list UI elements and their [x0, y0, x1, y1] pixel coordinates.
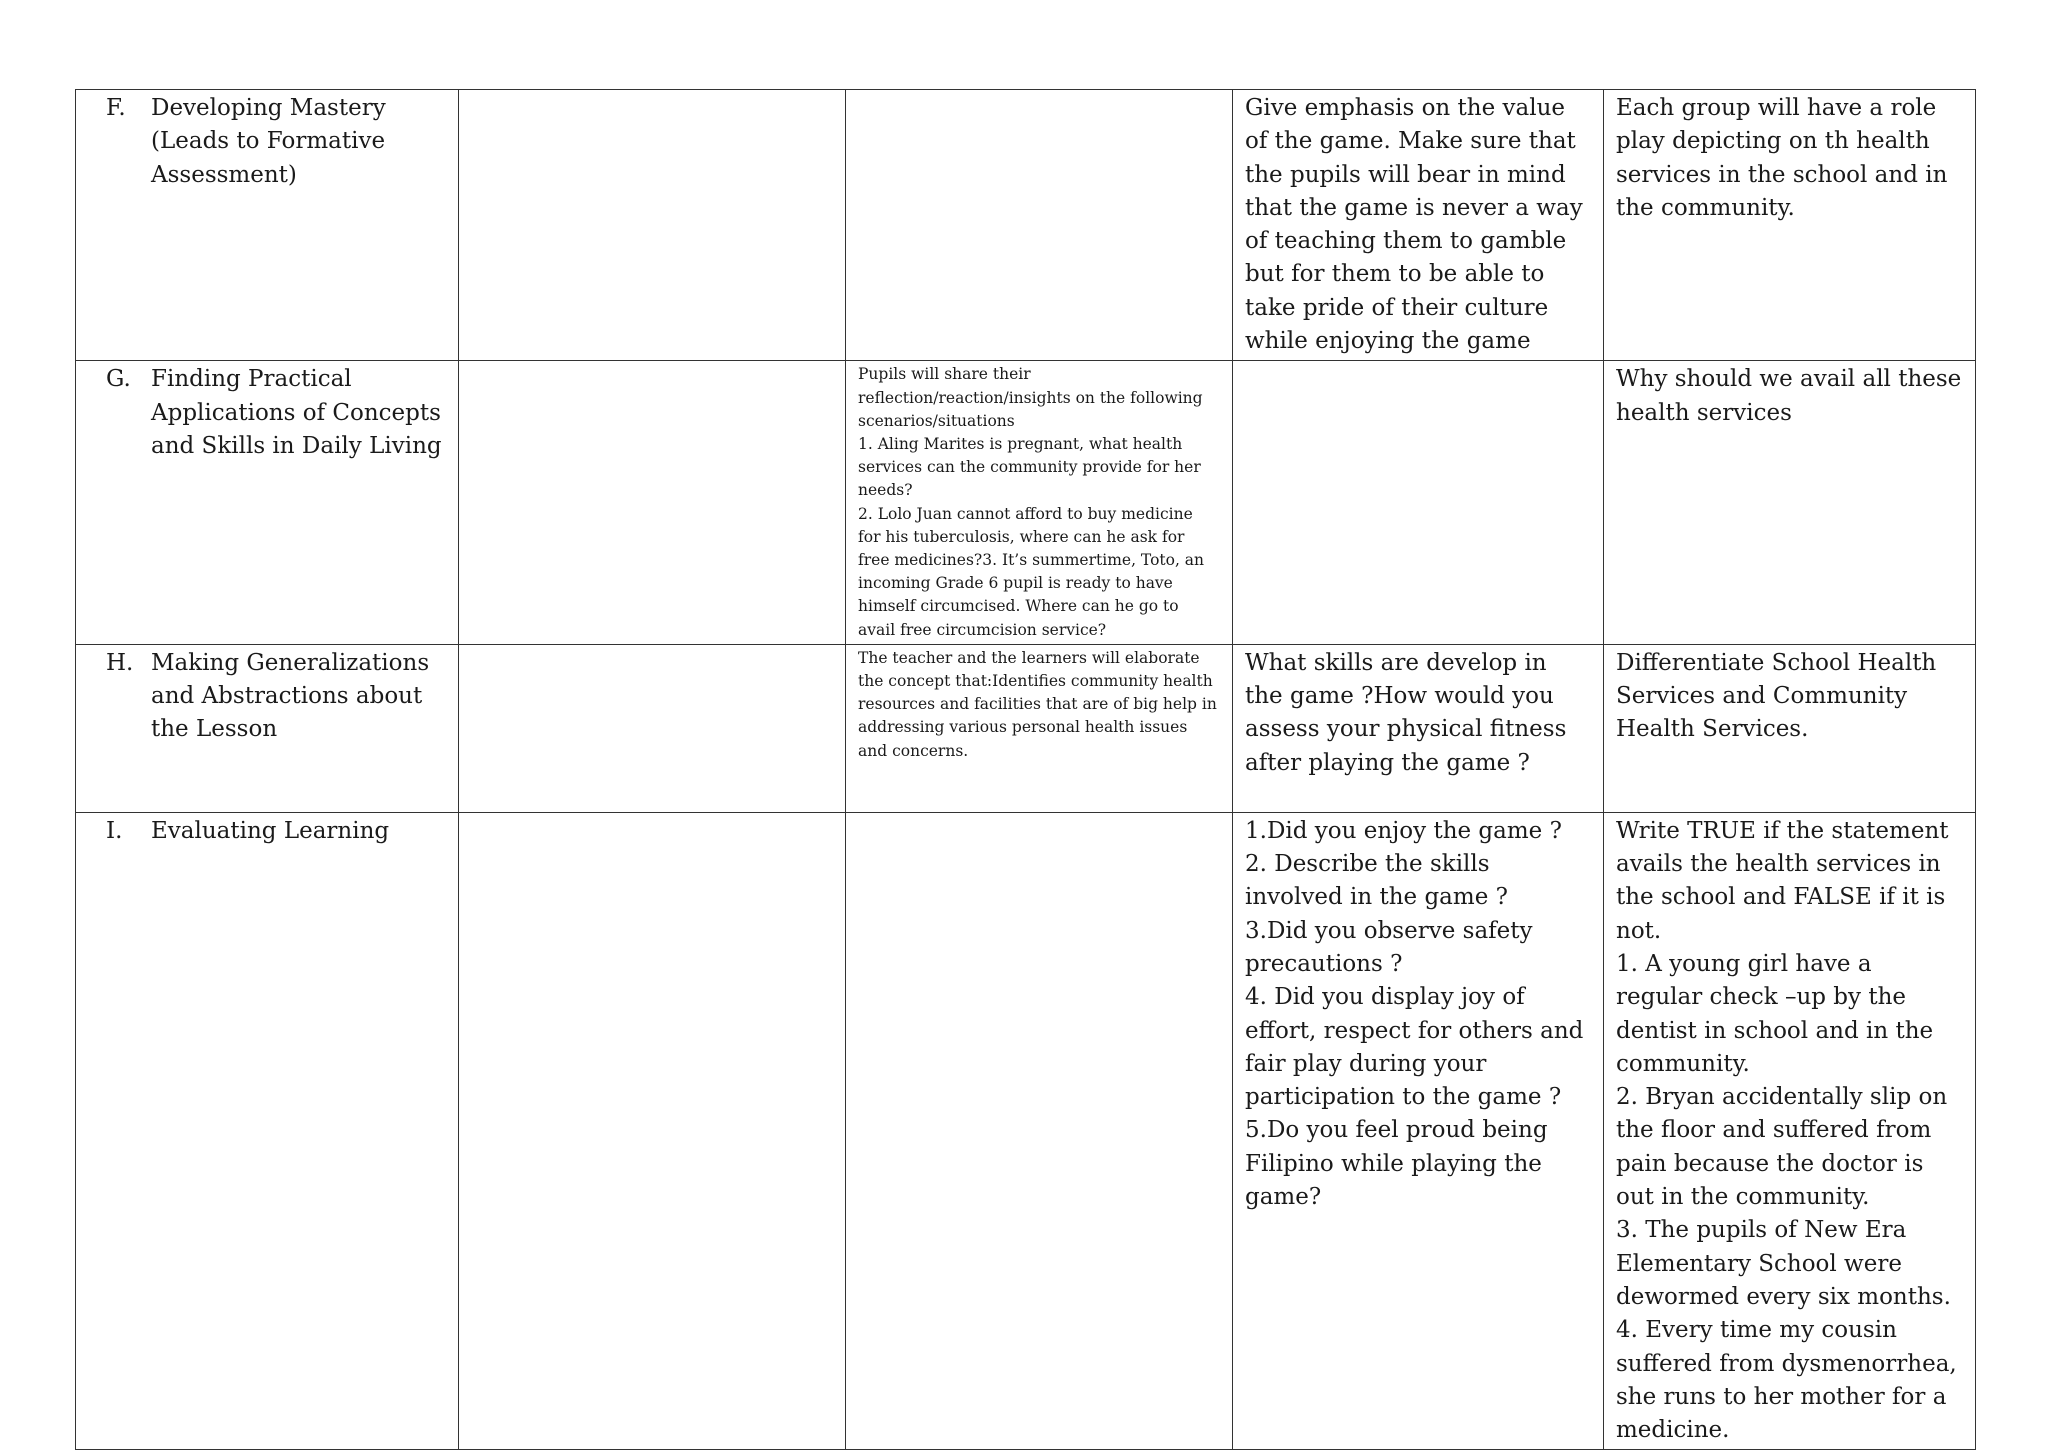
step-heading-cell: [76, 812, 459, 1450]
cell-text: Why should we avail all these health services: [1616, 366, 1962, 426]
step-heading: [88, 363, 446, 463]
table-cell: [459, 644, 846, 812]
step-title: Finding Practical Applications of Concepts and Skills in Daily Living: [151, 366, 442, 459]
step-title: Making Generalizations and Abstractions about the Lesson: [151, 649, 430, 743]
cell-text: 1.Did you enjoy the game ? 2. Describe the skills involved in the game ? 3.Did you observe safety precautions ? 4. Did you display joy of effort, respect for others and fair play during your participation to the game ? 5.Do you feel proud being Filipino while playing the game?: [1245, 817, 1584, 1211]
table-cell: [846, 361, 1233, 644]
table-row: [76, 90, 1976, 361]
table-cell: [1604, 812, 1976, 1450]
table-cell: [846, 90, 1233, 361]
step-letter: F.: [106, 95, 126, 121]
cell-text: Each group will have a role play depicting on th health services in the school and in the community.: [1616, 95, 1948, 221]
step-letter: H.: [106, 649, 134, 676]
step-letter: I.: [106, 817, 123, 844]
step-heading: [88, 92, 446, 192]
step-heading-cell: [76, 90, 459, 361]
table-cell: [459, 90, 846, 361]
cell-text: The teacher and the learners will elaborate the concept that:Identifies community health resources and facilities that are of big help in addressing various personal health issues and concerns.: [858, 648, 1217, 760]
step-title: Evaluating Learning: [151, 817, 390, 844]
table-cell: [459, 812, 846, 1450]
table-cell: [1233, 644, 1604, 812]
cell-text: Differentiate School Health Services and Community Health Services.: [1616, 649, 1937, 743]
table-cell: [1233, 361, 1604, 644]
table-cell: [459, 361, 846, 644]
cell-text: Pupils will share their reflection/reaction/insights on the following scenarios/situations 1. Aling Marites is pregnant, what health services can the community provide for her needs? 2. Lolo Juan cannot afford to buy medicine for his tuberculosis, where can he ask for free medicines?3. It’s summertime, Toto, an incoming Grade 6 pupil is ready to have himself circumcised. Where can he go to avail free circumcision service?: [858, 365, 1205, 639]
step-heading: [88, 815, 446, 848]
cell-text: What skills are develop in the game ?How would you assess your physical fitness after playing the game ?: [1245, 649, 1567, 776]
lesson-plan-table: [75, 89, 1976, 1450]
cell-text: Give emphasis on the value of the game. Make sure that the pupils will bear in mind that the game is never a way of teaching them to gamble but for them to be able to take pride of their culture while enjoying the game: [1245, 95, 1583, 355]
table-cell: [1604, 361, 1976, 644]
step-heading-cell: [76, 361, 459, 644]
table-cell: [1604, 90, 1976, 361]
table-cell: [846, 812, 1233, 1450]
cell-text: Write TRUE if the statement avails the health services in the school and FALSE if it is not. 1. A young girl have a regular check –up by the dentist in school and in the community. 2. Bryan accidentally slip on the floor and suffered from pain because the doctor is out in the community. 3. The pupils of New Era Elementary School were dewormed every six months. 4. Every time my cousin suffered from dysmenorrhea, she runs to her mother for a medicine.: [1616, 817, 1957, 1444]
table-cell: [1233, 90, 1604, 361]
table-cell: [846, 644, 1233, 812]
table-cell: [1233, 812, 1604, 1450]
step-heading: [88, 647, 446, 747]
step-letter: G.: [106, 366, 131, 393]
table-cell: [1604, 644, 1976, 812]
table-row: [76, 361, 1976, 644]
step-heading-cell: [76, 644, 459, 812]
step-title: Developing Mastery (Leads to Formative Assessment): [151, 95, 386, 188]
table-row: [76, 812, 1976, 1450]
table-row: [76, 644, 1976, 812]
